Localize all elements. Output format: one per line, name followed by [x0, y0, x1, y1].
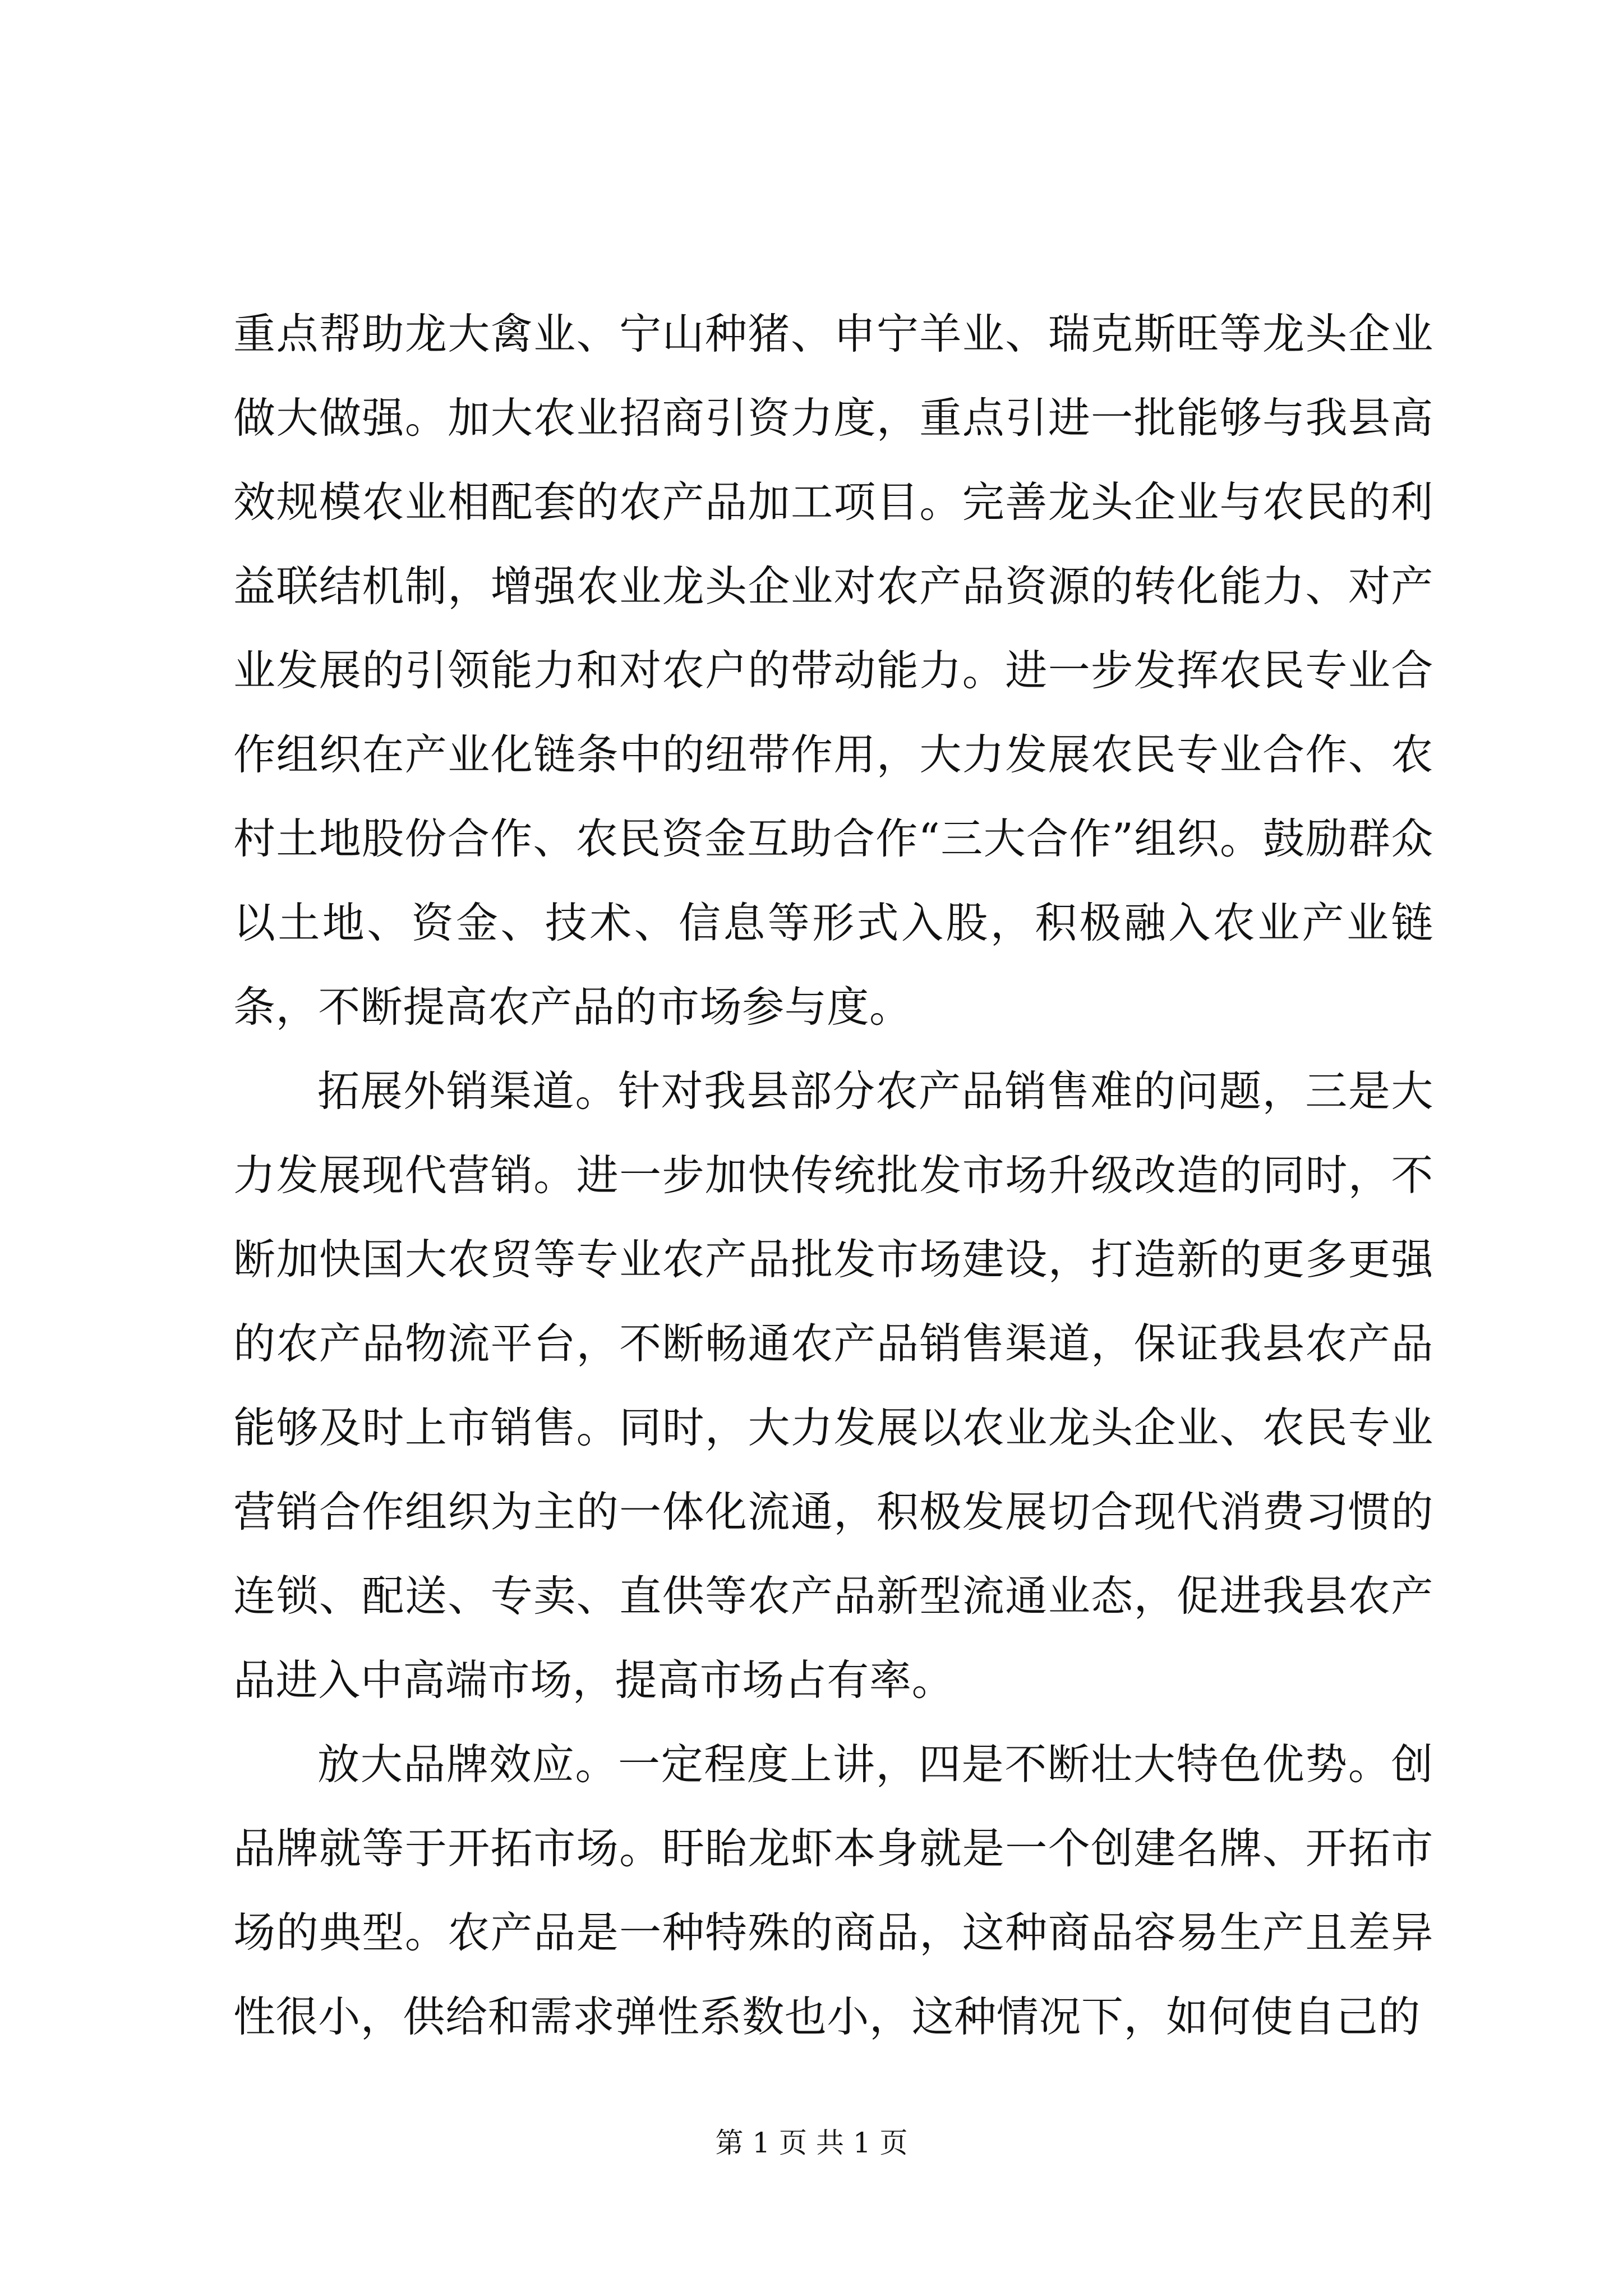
document-body: [233, 292, 1433, 2059]
paragraph-1: 重点帮助龙大禽业、宁山种猪、申宁羊业、瑞克斯旺等龙头企业做大做强。加大农业招商引资力度，重点引进一批能够与我县高效规模农业相配套的农产品加工项目。完善龙头企业与农民的利益联结机制，增强农业龙头企业对农产品资源的转化能力、对产业发展的引领能力和对农户的带动能力。进一步发挥农民专业合作组织在产业化链条中的纽带作用，大力发展农民专业合作、农村土地股份合作、农民资金互助合作“三大合作”组织。鼓励群众以土地、资金、技术、信息等形式入股，积极融入农业产业链条，不断提高农产品的市场参与度。: [233, 309, 1433, 1032]
paragraph-3: 放大品牌效应。一定程度上讲，四是不断壮大特色优势。创品牌就等于开拓市场。盱眙龙虾本身就是一个创建名牌、开拓市场的典型。农产品是一种特殊的商品，这种商品容易生产且差异性很小，供给和需求弹性系数也小，这种情况下，如何使自己的: [233, 1740, 1433, 2041]
paragraph-2: 拓展外销渠道。针对我县部分农产品销售难的问题，三是大力发展现代营销。进一步加快传统批发市场升级改造的同时，不断加快国大农贸等专业农产品批发市场建设，打造新的更多更强的农产品物流平台，不断畅通农产品销售渠道，保证我县农产品能够及时上市销售。同时，大力发展以农业龙头企业、农民专业营销合作组织为主的一体化流通，积极发展切合现代消费习惯的连锁、配送、专卖、直供等农产品新型流通业态，促进我县农产品进入中高端市场，提高市场占有率。: [233, 1066, 1433, 1705]
page-indicator: 第 1 页 共 1 页: [715, 2127, 908, 2159]
page-number-footer: [0, 2123, 1623, 2162]
